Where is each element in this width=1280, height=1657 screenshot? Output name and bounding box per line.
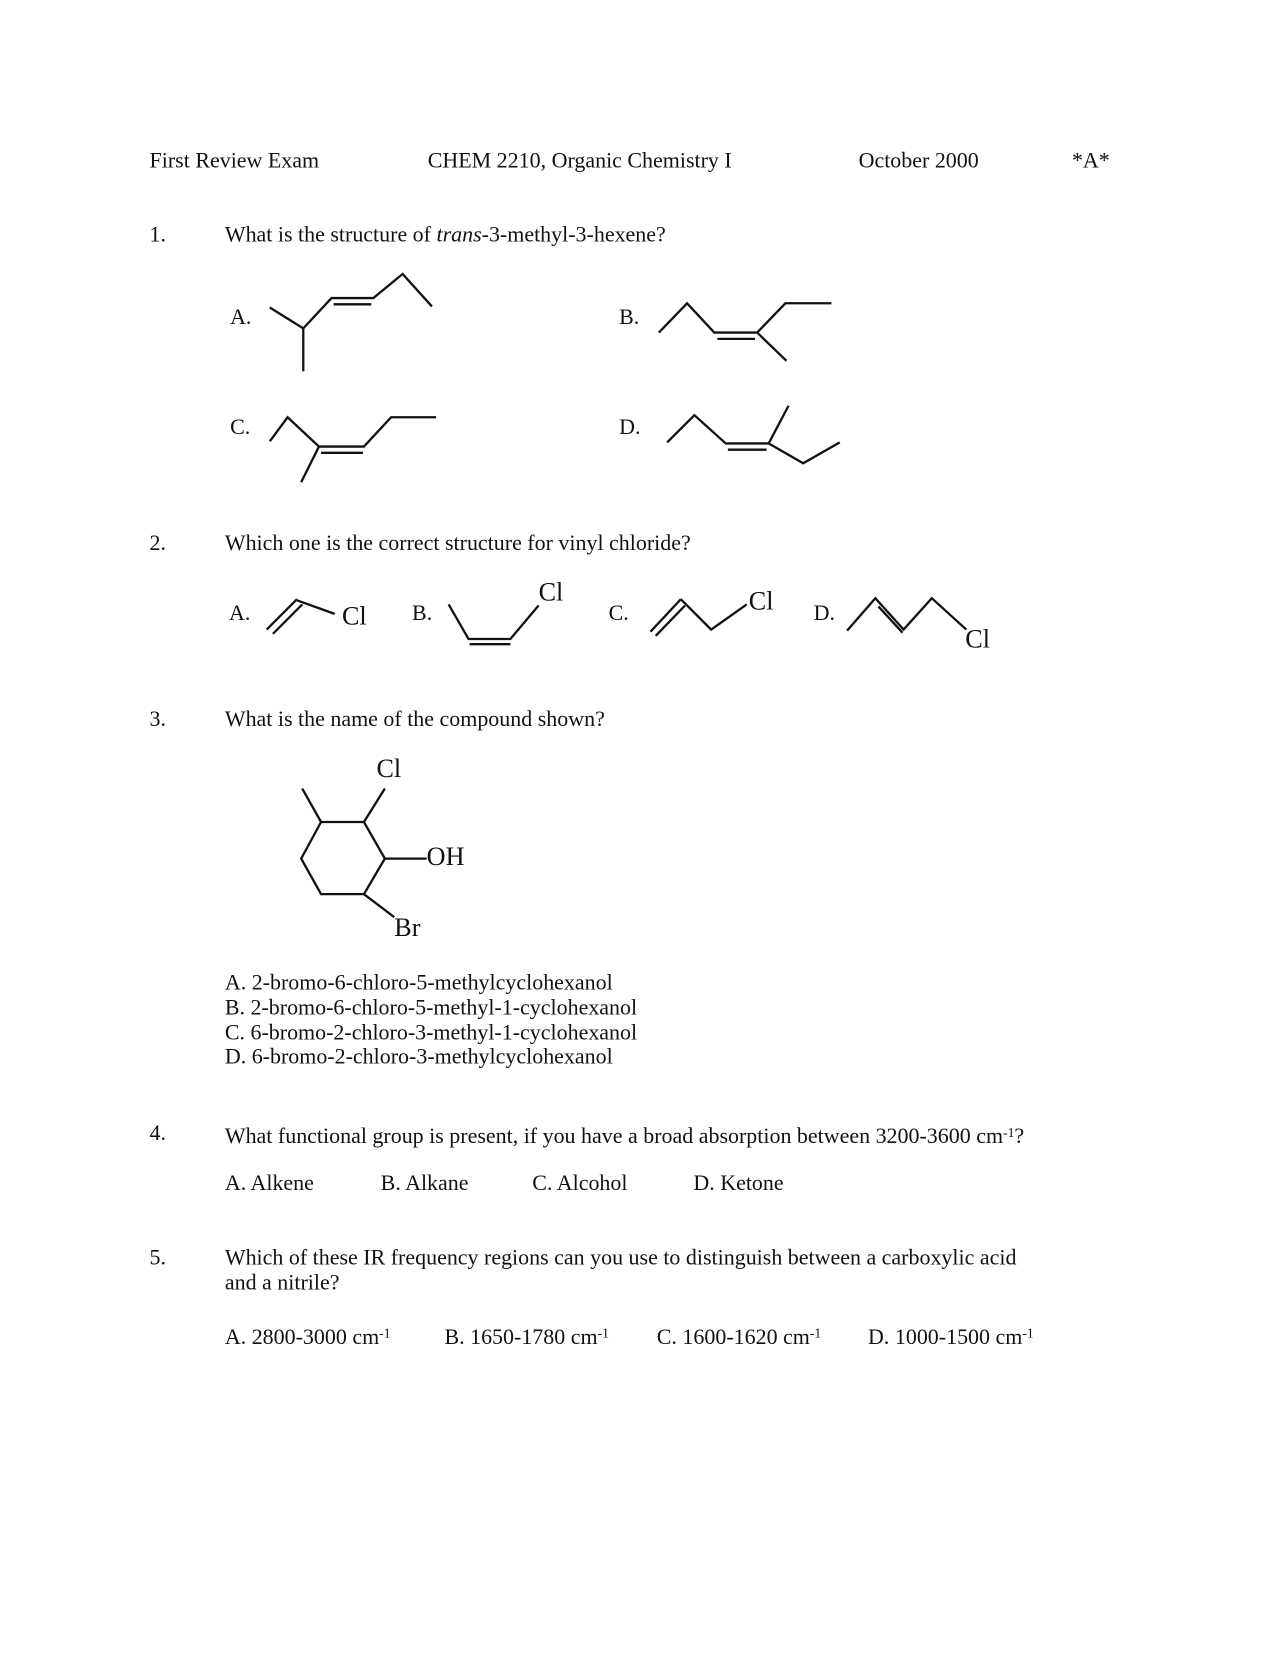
- question-number: 3.: [149, 705, 167, 732]
- structure-3: [301, 789, 426, 918]
- question-text-line1: Which of these IR frequency regions can you use to distinguish between a carboxylic acid: [224, 1244, 1017, 1270]
- option-label[interactable]: C.: [608, 600, 629, 626]
- chlorine-label: Cl: [376, 755, 402, 784]
- option-label[interactable]: B.: [619, 304, 640, 330]
- option-text[interactable]: C. 6-bromo-2-chloro-3-methyl-1-cyclohexanol: [224, 1019, 638, 1045]
- option-label[interactable]: D.: [813, 600, 835, 626]
- option-label[interactable]: B.: [412, 600, 433, 626]
- bromine-label: Br: [394, 914, 421, 943]
- question-text-main: What functional group is present, if you have a broad absorption between 3200-3600 cm: [224, 1123, 1004, 1149]
- option-label[interactable]: A.: [229, 600, 251, 626]
- question-text-end: ?: [1014, 1123, 1025, 1149]
- structure-1a: [270, 274, 432, 371]
- structure-2c: [650, 599, 746, 636]
- superscript: -1: [597, 1325, 609, 1341]
- option-label: B. 1650-1780 cm: [444, 1323, 598, 1350]
- option-label[interactable]: C.: [230, 414, 251, 440]
- question-number: 4.: [149, 1120, 167, 1146]
- question-number: 1.: [149, 221, 167, 247]
- option-text[interactable]: B. 2-bromo-6-chloro-5-methyl-1-cyclohexanol: [224, 994, 638, 1020]
- exam-date: October 2000: [858, 147, 979, 173]
- structure-2b: [449, 604, 539, 644]
- structure-1d: [667, 406, 840, 464]
- option-text[interactable]: A. Alkene: [224, 1170, 314, 1196]
- chlorine-label: Cl: [341, 602, 367, 631]
- exam-version: *A*: [1071, 147, 1110, 173]
- option-label[interactable]: D.: [619, 414, 641, 440]
- structure-2d: [847, 598, 966, 633]
- question-text-prefix: What is the structure of: [224, 221, 437, 247]
- option-label: D. 1000-1500 cm: [868, 1323, 1023, 1350]
- option-text[interactable]: D. Ketone: [693, 1170, 784, 1196]
- question-number: 5.: [149, 1244, 167, 1270]
- structure-1b: [659, 303, 832, 361]
- chlorine-label: Cl: [748, 587, 774, 616]
- superscript: -1: [1003, 1124, 1015, 1140]
- course-title: CHEM 2210, Organic Chemistry I: [427, 147, 732, 173]
- exam-title: First Review Exam: [149, 147, 320, 173]
- option-label: A. 2800-3000 cm: [224, 1323, 380, 1350]
- hydroxyl-label: OH: [426, 842, 465, 872]
- option-text[interactable]: A. 2-bromo-6-chloro-5-methylcyclohexanol: [224, 969, 613, 995]
- structure-2a: [267, 599, 335, 634]
- option-label: C. 1600-1620 cm: [656, 1323, 810, 1350]
- question-text-suffix: -3-methyl-3-hexene?: [481, 221, 666, 247]
- option-label[interactable]: A.: [230, 304, 252, 330]
- chlorine-label: Cl: [538, 578, 564, 607]
- superscript: -1: [379, 1325, 391, 1341]
- option-text[interactable]: D. 6-bromo-2-chloro-3-methylcyclohexanol: [224, 1043, 613, 1069]
- question-number: 2.: [149, 530, 167, 556]
- chlorine-label: Cl: [965, 625, 990, 654]
- option-text[interactable]: B. Alkane: [380, 1170, 469, 1196]
- structure-1c: [270, 417, 436, 482]
- superscript: -1: [1022, 1325, 1034, 1341]
- question-text-italic: trans: [436, 221, 482, 247]
- question-text-line2: and a nitrile?: [224, 1269, 340, 1295]
- question-text: What is the name of the compound shown?: [224, 705, 605, 732]
- superscript: -1: [809, 1325, 822, 1341]
- option-text[interactable]: C. Alcohol: [532, 1170, 628, 1196]
- question-text: Which one is the correct structure for vinyl chloride?: [224, 530, 691, 556]
